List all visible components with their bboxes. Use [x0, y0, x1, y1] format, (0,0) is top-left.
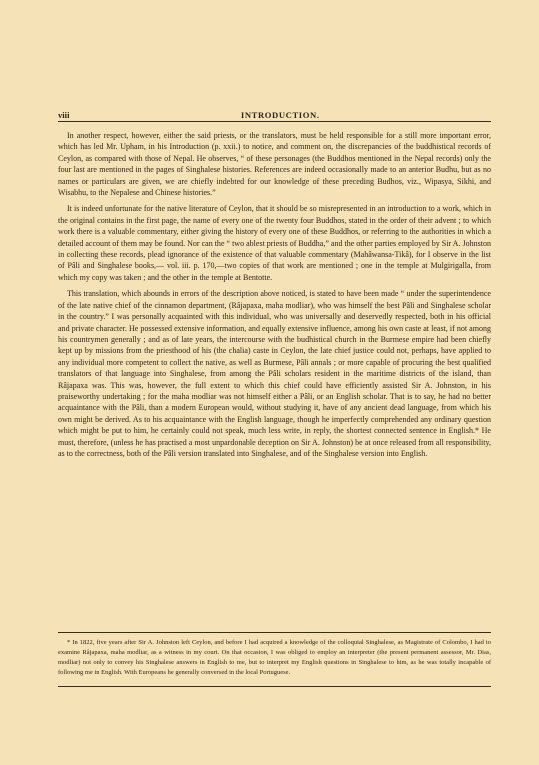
footnote-rule	[58, 632, 491, 633]
page-number: viii	[58, 110, 70, 120]
bottom-rule	[58, 686, 491, 687]
body-text	[58, 130, 491, 464]
paragraph: In another respect, however, either the said priests, or the translators, must be held responsible for a still more important error, which has led Mr. Upham, in his Introduction (p. xxii.) to notice, and comment on, the discrepancies of the buddhistical records of Ceylon, as compared with those of Nepal. He observes, “ of these personages (the Buddhos mentioned in the Nepal records) only the four last are mentioned in the pages of Singhalese histories. References are indeed occasionally made to an anterior Budhu, but as no names or particulars are given, we are chiefly indebted for our knowledge of these preceding Budhos, viz., Wipasya, Sikhi, and Wisabhu, to the Nepalese and Chinese histories.”	[58, 131, 491, 198]
paragraph: It is indeed unfortunate for the native literature of Ceylon, that it should be so misrepresented in an introduction to a work, which in the original contains in the first page, the name of every one of the twenty four Buddhos, stated in the order of their advent ; to which work there is a valuable commentary, either giving the history of every one of these Buddhos, or referring to the authorities in which a detailed account of them may be found. Nor can the “ two ablest priests of Buddha,” and the other parties employed by Sir A. Johnston in collecting these records, plead ignorance of the existence of that valuable commentary (Mahâwansa-Tikâ), for I observe in the list of Pâli and Singhalese books,— vol. iii. p. 170,—two copies of that work are mentioned ; one in the temple at Mulgirigalla, from which my copy was taken ; and the other in the temple at Bentotte.	[58, 204, 491, 282]
paragraph: This translation, which abounds in errors of the description above noticed, is stated to have been made “ under the superintendence of the late native chief of the cinnamon department, (Râjapaxa, maha modliar), who was himself the best Pâli and Singhalese scholar in the country.” I was personally acquainted with this individual, who was universally and deservedly respected, both in his official and private character. He possessed extensive information, and equally extensive influence, among his own caste at least, if not among his countrymen generally ; and as of late years, the intercourse with the budhistical church in the Burmese empire had been chiefly kept up by missions from the priesthood of his (the chalia) caste in Ceylon, the late chief justice could not, perhaps, have applied to any individual more competent to collect the native, as well as Burmese, Pâli annals ; or more capable of procuring the best qualified translators of that language into Singhalese, from among the Pâli scholars resident in the maritime districts of the island, than Râjapaxa was. This was, however, the full extent to which this chief could have efficiently assisted Sir A. Johnston, in his praiseworthy undertaking ; for the maha modliar was not himself either a Pâli, or an English scholar. That is to say, he had no better acquaintance with the Pâli, than a modern European would, without studying it, have of any ancient dead language, from which his own might be derived. As to his acquaintance with the English language, though he imperfectly comprehended any ordinary question which might be put to him, he certainly could not speak, much less write, in reply, the shortest connected sentence in English.* He must, therefore, (unless he has practised a most unpardonable deception on Sir A. Johnston) be at once released from all responsibility, as to the correctness, both of the Pâli version translated into Singhalese, and of the Singhalese version into English.	[58, 289, 491, 458]
running-title: INTRODUCTION.	[240, 110, 320, 120]
running-header	[58, 110, 491, 120]
footnote-text: * In 1822, five years after Sir A. Johnston left Ceylon, and before I had acquired a knowledge of the colloquial Singhalese, as Magistrate of Colombo, I had to examine Râjapaxa, maha modliar, as a witness in my court. On that occasion, I was obliged to employ an interpreter (the present permanent assessor, Mr. Dias, modliar) not only to convey his Singhalese answers in English to me, but to interpret my English questions in Singhalese to him, as he was totally incapable of following me in English. With Europeans he generally conversed in the local Portuguese.	[58, 639, 491, 676]
footnote	[58, 638, 491, 678]
header-rule	[58, 121, 491, 122]
